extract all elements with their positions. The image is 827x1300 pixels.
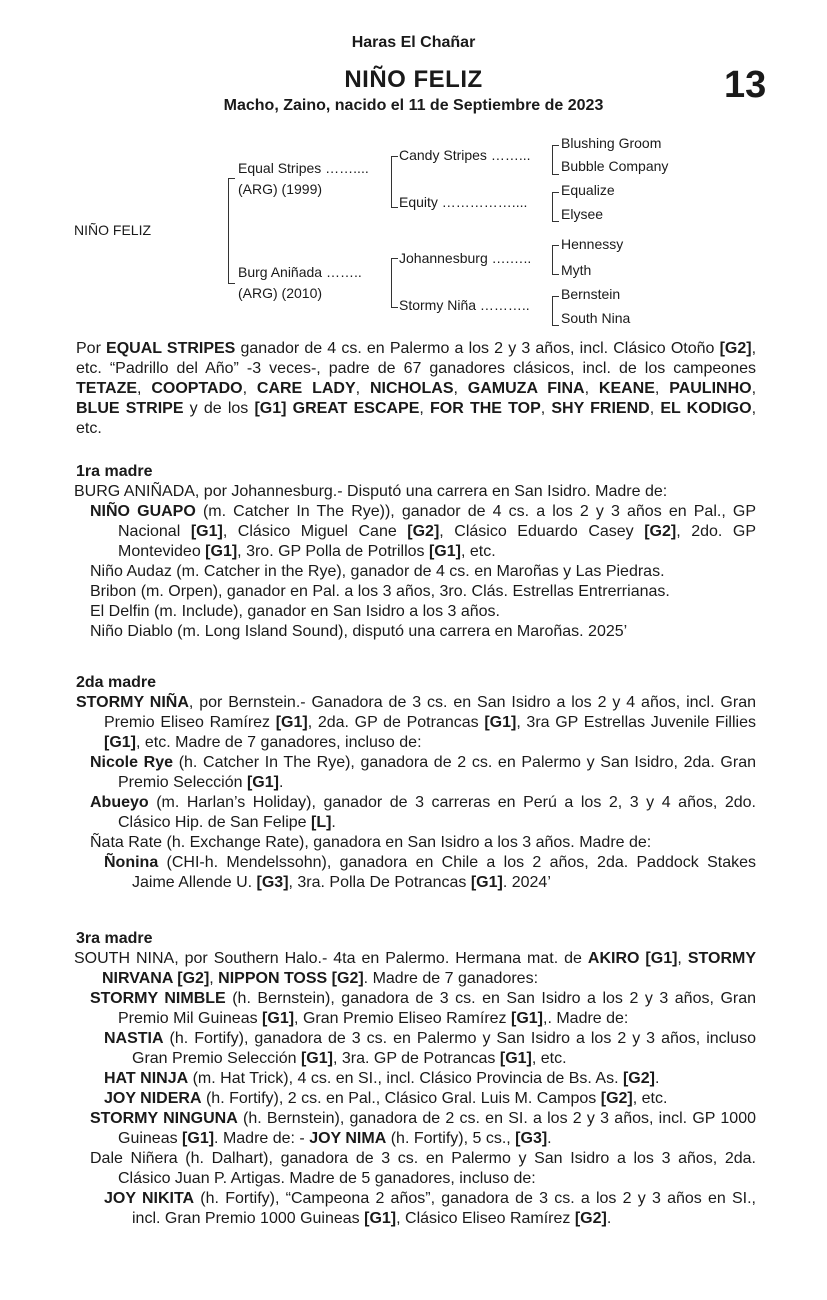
text-span: (m. Hat Trick), 4 cs. en SI., incl. Clásico Provincia de Bs. As. [188,1070,623,1087]
grade-badge: [G1] [190,523,223,540]
horse-name: NIÑO FELIZ [344,66,483,93]
produce-entry: Niño Diablo (m. Long Island Sound), disputó una carrera en Maroñas. 2025’ [90,623,628,640]
grade-badge: [G2] [644,523,677,540]
text-span: (m. Catcher In The Rye)), ganador de 4 cs. a los 2 y 3 años en Pal., GP Nacional [118,503,757,540]
text-span: . [278,774,284,791]
produce-entry [76,989,756,1029]
grade-badge: [G1] [300,1050,333,1067]
pedigree-dam-dam: Stormy Niña ……….. [399,297,530,313]
produce-name: STORMY NIMBLE [90,990,226,1007]
text-span: , etc. “Padrillo del Año” -3 veces-, padre de 67 ganadores clásicos, incl. de los campeones [76,340,757,377]
first-dam-section [76,462,756,642]
grade-badge: [G1] [511,1010,543,1027]
text-span: (h. Fortify), “Campeona 2 años”, ganadora de 3 cs. a los 2 y 3 años en SI., incl. Gran Premio 1000 Guineas [132,1190,757,1227]
text-span: (CHI-h. Mendelssohn), ganadora en Chile a los 2 años, 2da. Paddock Stakes Jaime Allende U. [132,854,756,891]
sire-name: EQUAL STRIPES [106,340,236,357]
pedigree-dds: Bernstein [561,286,621,302]
grade-badge: [G1] [246,774,279,791]
second-dam-heading: 2da madre [76,674,157,691]
third-dam-section [76,929,756,1229]
text-span: . Madre de 7 ganadores: [363,970,539,987]
produce-entry [76,793,756,833]
champion-name: CARE LADY [256,380,356,397]
grand-produce-entry [76,1069,756,1089]
champion-name: COOPTADO [151,380,243,397]
horse-description: Macho, Zaino, nacido el 11 de Septiembre de 2023 [223,97,604,114]
grade-badge: [G1] [254,400,287,417]
text-span: (h. Catcher In The Rye), ganadora de 2 cs. en Palermo y San Isidro, 2da. Gran Premio Selección [118,754,756,791]
second-dam-section [76,673,756,893]
grade-badge: [G2] [719,340,752,357]
grade-badge: [G1] [205,543,238,560]
text-span: . [654,1070,660,1087]
pedigree-sss: Blushing Groom [561,135,662,151]
produce-entry: El Delfin (m. Include), ganador en San Isidro a los 3 años. [90,603,500,620]
produce-entry [76,1109,756,1149]
text-span: , Clásico Miguel Cane [222,523,408,540]
pedigree-sdd: Elysee [561,206,604,222]
pedigree-bracket-dam [391,258,398,308]
champion-name: BLUE STRIPE [76,400,184,417]
winner-name: FOR THE TOP [430,400,541,417]
text-span: (h. Fortify), ganadora de 3 cs. en Palermo y San Isidro a los 2 y 3 años, incluso Gran Premio Selección [132,1030,756,1067]
produce-name: JOY NIDERA [104,1090,202,1107]
grand-produce-entry [76,1029,756,1069]
champion-name: GAMUZA FINA [467,380,585,397]
grade-badge: [G1] [364,1210,397,1227]
text-span: , etc. [531,1050,567,1067]
produce-name: JOY NIMA [309,1130,387,1147]
pedigree-bracket-sd [552,192,559,222]
grade-badge: [G1] [499,1050,532,1067]
relative-name: AKIRO [G1] [587,950,678,967]
text-span: , etc. Madre de 7 ganadores, incluso de: [136,734,422,751]
grade-badge: [G1] [484,714,517,731]
text-span: , [209,970,219,987]
text-span: Por [76,340,107,357]
grade-badge: [G1] [428,543,461,560]
text-span: , etc. [460,543,496,560]
text-span: ,. Madre de: [543,1010,629,1027]
text-span: , Clásico Eduardo Casey [439,523,645,540]
pedigree-subject: NIÑO FELIZ [74,222,152,238]
relative-name: NIPPON TOSS [G2] [218,970,364,987]
pedigree-sire: Equal Stripes …….... [238,160,369,176]
text-span: (m. Harlan’s Holiday), ganador de 3 carreras en Perú a los 2, 3 y 4 años, 2do. Clásico Hip. de San Felipe [118,794,756,831]
produce-name: JOY NIKITA [104,1190,195,1207]
text-span: ganador de 4 cs. en Palermo a los 2 y 3 años, incl. Clásico Otoño [235,340,720,357]
text-span: . [331,814,336,831]
text-span: SOUTH NINA, por Southern Halo.- 4ta en Palermo. Hermana mat. de [74,950,588,967]
text-span: , por Bernstein.- Ganadora de 3 cs. en San Isidro a los 2 y 4 años, incl. Gran Premio Eliseo Ramírez [104,694,757,731]
produce-entry: Bribon (m. Orpen), ganador en Pal. a los 3 años, 3ro. Clás. Estrellas Entrerrianas. [90,583,670,600]
produce-name: NIÑO GUAPO [90,503,196,520]
grand-produce-entry [76,853,756,893]
grade-badge: [G2] [407,523,440,540]
breeder-name: Haras El Chañar [351,34,476,51]
text-span: . [547,1130,552,1147]
produce-name: Nicole Rye [90,754,174,771]
champion-name: NICHOLAS [369,380,454,397]
grade-badge: [G1] [262,1010,295,1027]
grade-badge: [L] [310,814,332,831]
champion-name: PAULINHO [669,380,752,397]
text-span: , 3ro. GP Polla de Potrillos [237,543,429,560]
winner-name: SHY FRIEND [551,400,650,417]
produce-name: Abueyo [90,794,149,811]
grade-badge: [G1] [470,874,503,891]
pedigree-bracket-main [228,178,235,284]
text-span: , Clásico Eliseo Ramírez [396,1210,575,1227]
grade-badge: [G1] [275,714,308,731]
pedigree-ssd: Bubble Company [561,158,669,174]
text-span: , etc. [632,1090,668,1107]
dam-name: STORMY NIÑA [76,694,189,711]
pedigree-sire-dam: Equity …………….... [399,194,528,210]
pedigree-dsd: Myth [561,262,592,278]
text-span: , etc. [76,400,757,437]
text-span: y de los [183,400,255,417]
pedigree-dam: Burg Aniñada …….. [238,264,362,280]
grade-badge: [G2] [600,1090,633,1107]
pedigree-sds: Equalize [561,182,615,198]
lot-number: 13 [724,64,767,106]
text-span: . 2024’ [502,874,551,891]
text-span: , 3ra GP Estrellas Juvenile Fillies [516,714,756,731]
grand-produce-entry [76,1189,756,1229]
champion-name: TETAZE [76,380,138,397]
text-span: , 3ra. Polla De Potrancas [288,874,471,891]
text-span: . [606,1210,612,1227]
first-dam-heading: 1ra madre [76,463,153,480]
text-span: (h. Fortify), 5 cs., [386,1130,516,1147]
pedigree-sire-sire: Candy Stripes ……... [399,147,531,163]
pedigree-dss: Hennessy [561,236,624,252]
pedigree-sire-origin: (ARG) (1999) [238,181,323,197]
grade-badge: [G1] [182,1130,215,1147]
produce-entry [76,502,756,562]
pedigree-bracket-ds [552,245,559,275]
produce-name: NASTIA [104,1030,164,1047]
champion-name: KEANE [598,380,655,397]
produce-entry: Ñata Rate (h. Exchange Rate), ganadora en San Isidro a los 3 años. Madre de: [90,834,652,851]
text-span: (h. Bernstein), ganadora de 3 cs. en San Isidro a los 2 y 3 años, Gran Premio Mil Guineas [118,990,757,1027]
produce-name: HAT NINJA [104,1070,189,1087]
produce-name: Ñonina [104,854,159,871]
text-span: , Gran Premio Eliseo Ramírez [294,1010,511,1027]
sire-paragraph: Por EQUAL STRIPES ganador de 4 cs. en Palermo a los 2 y 3 años, incl. Clásico Otoño [G2], etc. “Padrillo del Año” -3 veces-, padre de 67 ganadores clásicos, incl. de los campeones TETAZE, COOPTADO, CARE LADY, NICHOLAS, GAMUZA FINA, KEANE, PAULINHO, BLUE STRIPE y de los [G1] GREAT ESCAPE, FOR THE TOP, SHY FRIEND, EL KODIGO, etc. [76,340,757,437]
third-dam-heading: 3ra madre [76,930,153,947]
grade-badge: [G3] [515,1130,548,1147]
pedigree-bracket-sire [391,156,398,208]
pedigree-bracket-dd [552,296,559,326]
grade-badge: [G2] [622,1070,655,1087]
grand-produce-entry [76,1089,756,1109]
grade-badge: [G3] [256,874,289,891]
text-span: , 2da. GP de Potrancas [307,714,485,731]
grade-badge: [G2] [574,1210,607,1227]
pedigree-dam-origin: (ARG) (2010) [238,285,323,301]
produce-entry: Dale Niñera (h. Dalhart), ganadora de 3 cs. en Palermo y San Isidro a los 3 años, 2da. Clásico Juan P. Artigas. Madre de 5 ganadores, incluso de: [90,1150,756,1187]
first-dam-intro: BURG ANIÑADA, por Johannesburg.- Disputó una carrera en San Isidro. Madre de: [74,483,668,500]
produce-name: STORMY NINGUNA [90,1110,238,1127]
pedigree-bracket-ss [552,145,559,175]
relative-name: STORMY NIRVANA [G2] [102,950,757,987]
grade-badge: [G1] [104,734,136,751]
pedigree-dam-sire: Johannesburg ….….. [399,250,532,266]
text-span: (h. Fortify), 2 cs. en Pal., Clásico Gral. Luis M. Campos [201,1090,601,1107]
text-span: (h. Bernstein), ganadora de 2 cs. en SI. a los 2 y 3 años, incl. GP 1000 Guineas [118,1110,756,1147]
text-span: , 2do. GP Montevideo [118,523,757,560]
produce-entry: Niño Audaz (m. Catcher in the Rye), ganador de 4 cs. en Maroñas y Las Piedras. [90,563,665,580]
text-span: , [677,950,682,967]
text-span: . Madre de: - [214,1130,310,1147]
winner-name: EL KODIGO [660,400,752,417]
winner-name: GREAT ESCAPE [292,400,420,417]
third-dam-intro [74,949,756,989]
pedigree-ddd: South Nina [561,310,631,326]
second-dam-intro [76,693,756,753]
text-span: , 3ra. GP de Potrancas [332,1050,500,1067]
produce-entry [76,753,756,793]
